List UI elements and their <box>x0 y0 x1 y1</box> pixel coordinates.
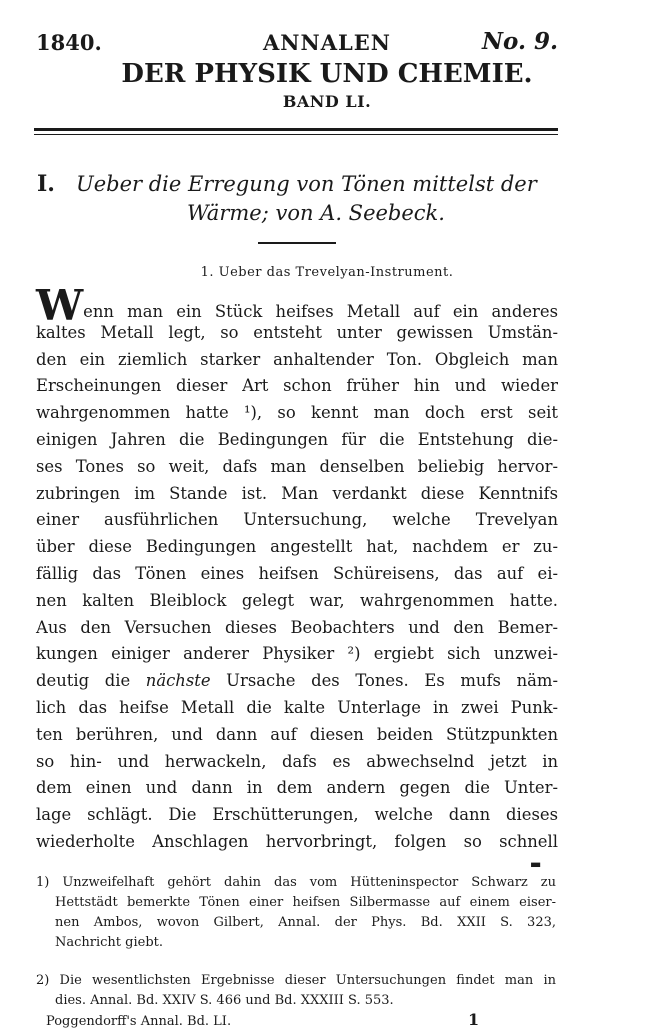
body-line: fällig das Tönen eines heifsen Schüreisens, das auf ei- <box>36 563 558 583</box>
footnotes <box>36 873 556 1011</box>
sheet-number: 1 <box>468 1010 480 1029</box>
printer-signature: Poggendorff's Annal. Bd. LI. <box>46 1014 232 1029</box>
body-line: einigen Jahren die Bedingungen für die Entstehung die- <box>36 429 558 449</box>
header-volume: BAND LI. <box>282 92 372 111</box>
article-title <box>76 170 566 228</box>
catchword-mark: ▬ <box>530 857 542 871</box>
body-line: lich das heifse Metall die kalte Unterlage in zwei Punk- <box>36 697 558 717</box>
drop-cap: W <box>36 281 84 330</box>
body-line: den ein ziemlich starker anhaltender Ton. Obgleich man <box>36 349 558 369</box>
footnote-line: Nachricht giebt. <box>55 935 164 950</box>
body-line: nen kalten Bleiblock gelegt war, wahrgenommen hatte. <box>36 590 558 610</box>
footnote-2 <box>36 971 556 1011</box>
header-issue-number: No. 9. <box>482 28 558 55</box>
body-line: ten berühren, und dann auf diesen beiden Stützpunkten <box>36 724 558 744</box>
body-line: deutig die nächste Ursache des Tones. Es mufs näm- <box>36 671 558 691</box>
header-journal: ANNALEN <box>263 30 391 55</box>
body-line: über diese Bedingungen angestellt hat, nachdem er zu- <box>36 537 558 557</box>
body-line: Aus den Versuchen dieses Beobachters und den Bemer- <box>36 617 558 637</box>
article-title-line-2: Wärme; von A. Seebeck. <box>187 201 445 225</box>
article-number: I. <box>37 171 55 197</box>
footnote-line: dies. Annal. Bd. XXIV S. 466 und Bd. XXXIII S. 553. <box>55 993 394 1008</box>
emphasis: nächste <box>145 671 211 691</box>
body-line: kungen einiger anderer Physiker ²) ergiebt sich unzwei- <box>36 644 558 664</box>
body-line: zubringen im Stande ist. Man verdankt diese Kenntnifs <box>36 483 558 503</box>
header-year: 1840. <box>36 30 102 55</box>
body-line: wahrgenommen hatte ¹), so kennt man doch erst seit <box>36 403 558 423</box>
header-rule-thick <box>34 128 558 131</box>
body-line: so hin- und herwackeln, dafs es abwechselnd jetzt in <box>36 751 558 771</box>
body-line: ses Tones so weit, dafs man denselben beliebig hervor- <box>36 456 558 476</box>
body-line: wiederholte Anschlagen hervorbringt, folgen so schnell <box>36 831 558 851</box>
body-line: Erscheinungen dieser Art schon früher hin und wieder <box>36 376 558 396</box>
title-divider <box>258 242 336 244</box>
footnote-line: 2) Die wesentlichsten Ergebnisse dieser Untersuchungen findet man in <box>36 973 556 988</box>
header-subtitle: DER PHYSIK UND CHEMIE. <box>121 59 533 89</box>
body-line: dem einen und dann in dem andern gegen die Unter- <box>36 778 558 798</box>
section-heading: 1. Ueber das Trevelyan-Instrument. <box>200 265 454 280</box>
footnote-line: 1) Unzweifelhaft gehört dahin das vom Hütteninspector Schwarz zu <box>36 875 556 890</box>
article-title-line-1: Ueber die Erregung von Tönen mittelst der <box>76 172 537 196</box>
body-line: lage schlägt. Die Erschütterungen, welche dann dieses <box>36 805 558 825</box>
body-text <box>36 281 558 856</box>
body-line: kaltes Metall legt, so entsteht unter gewissen Umstän- <box>36 322 558 342</box>
header-rule-thin <box>34 134 558 135</box>
body-line: einer ausführlichen Untersuchung, welche Trevelyan <box>36 510 558 530</box>
footnote-1 <box>36 873 556 953</box>
body-line: Wenn man ein Stück heifses Metall auf ein anderes <box>36 281 558 330</box>
footnote-line: Hettstädt bemerkte Tönen einer heifsen Silbermasse auf einem eiser- <box>55 895 556 910</box>
footnote-line: nen Ambos, wovon Gilbert, Annal. der Phys. Bd. XXII S. 323, <box>55 915 556 930</box>
